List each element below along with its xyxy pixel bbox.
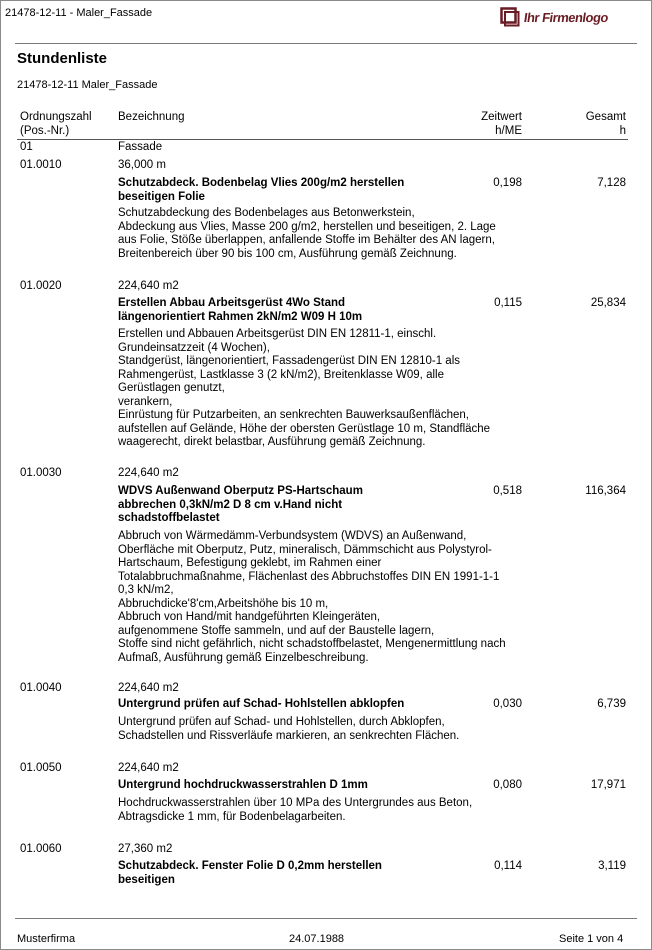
item-zeitwert: 0,114: [494, 860, 522, 872]
logo-text: Ihr Firmenlogo: [522, 9, 610, 25]
footer-date: 24.07.1988: [289, 933, 345, 945]
item-gesamt: 6,739: [597, 698, 626, 710]
footer-firm: Musterfirma: [17, 933, 76, 945]
item-title: WDVS Außenwand Oberputz PS-Hartschaum abbrechen 0,3kN/m2 D 8 cm v.Hand nicht schadstoffbelastet: [118, 485, 363, 524]
column-header-zeitwert: Zeitwert h/ME: [481, 111, 522, 137]
item-pos: 01.0020: [20, 280, 62, 292]
column-header-bezeichnung: Bezeichnung: [118, 111, 185, 123]
item-title: Untergrund prüfen auf Schad- Hohlstellen abklopfen: [118, 698, 405, 710]
item-quantity: 224,640 m2: [118, 762, 179, 774]
item-quantity: 224,640 m2: [118, 467, 179, 479]
item-description: Schutzabdeckung des Bodenbelages aus Betonwerkstein, Abdeckung aus Vlies, Masse 200 g/m2, herstellen und beseitigen, 2. Lage aus Folie, Stöße überlappen, anfallende Stoffe im Behälter des AN lagern, Breitenbereich über 90 bis 100 cm, Ausführung gemäß Zeichnung.: [118, 207, 496, 260]
item-quantity: 36,000 m: [118, 159, 166, 171]
item-pos: 01.0010: [20, 159, 62, 171]
item-title: Schutzabdeck. Bodenbelag Vlies 200g/m2 herstellen beseitigen Folie: [118, 177, 405, 203]
item-zeitwert: 0,198: [493, 177, 522, 189]
document-title: Stundenliste: [17, 50, 108, 67]
item-zeitwert: 0,080: [493, 779, 522, 791]
item-gesamt: 3,119: [598, 860, 626, 872]
item-pos: 01.0060: [20, 843, 62, 855]
group-label: Fassade: [118, 141, 163, 153]
column-header-rule: [17, 139, 628, 140]
item-zeitwert: 0,030: [493, 698, 522, 710]
header-rule: [15, 43, 637, 44]
column-header-gesamt: Gesamt h: [585, 111, 626, 137]
logo-icon: [500, 7, 520, 27]
item-quantity: 224,640 m2: [118, 280, 179, 292]
item-gesamt: 25,834: [590, 297, 626, 309]
item-title: Schutzabdeck. Fenster Folie D 0,2mm herstellen beseitigen: [118, 860, 382, 886]
item-title: Untergrund hochdruckwasserstrahlen D 1mm: [118, 779, 368, 791]
item-description: Untergrund prüfen auf Schad- und Hohlstellen, durch Abklopfen, Schadstellen und Rissverläufe markieren, an senkrechten Flächen.: [118, 716, 460, 742]
item-quantity: 27,360 m2: [118, 843, 173, 855]
item-gesamt: 17,971: [590, 779, 626, 791]
item-pos: 01.0050: [20, 762, 62, 774]
footer-rule: [15, 918, 637, 919]
item-zeitwert: 0,115: [494, 297, 522, 309]
item-gesamt: 7,128: [597, 177, 626, 189]
footer-page-number: Seite 1 von 4: [559, 933, 624, 945]
item-pos: 01.0040: [20, 682, 62, 694]
item-zeitwert: 0,518: [493, 485, 522, 497]
item-description: Hochdruckwasserstrahlen über 10 MPa des Untergrundes aus Beton, Abtragsdicke 1 mm, für Bodenbelagarbeiten.: [118, 797, 473, 823]
group-pos: 01: [20, 141, 33, 153]
company-logo: [500, 5, 608, 29]
item-description: Erstellen und Abbauen Arbeitsgerüst DIN EN 12811-1, einschl. Grundeinsatzzeit (4 Wochen), Standgerüst, längenorientiert, Fassadengerüst DIN EN 12810-1 als Rahmengerüst, Lastklasse 3 (2 kN/m2), Breitenklasse W09, alle Gerüstlagen genutzt, verankern, Einrüstung für Putzarbeiten, an senkrechten Bauwerksaußenflächen, aufstellen auf Gelände, Höhe der obersten Gerüstlage 10 m, Standfläche waagerecht, direkt belastbar, Ausführung gemäß Zeichnung.: [118, 328, 491, 448]
item-gesamt: 116,364: [585, 485, 626, 497]
header-title: 21478-12-11 - Maler_Fassade: [5, 7, 153, 19]
document-subtitle: 21478-12-11 Maler_Fassade: [17, 79, 158, 91]
column-header-pos: Ordnungszahl (Pos.-Nr.): [20, 111, 92, 137]
item-pos: 01.0030: [20, 467, 62, 479]
item-title: Erstellen Abbau Arbeitsgerüst 4Wo Stand längenorientiert Rahmen 2kN/m2 W09 H 10m: [118, 297, 363, 323]
item-quantity: 224,640 m2: [118, 682, 179, 694]
item-description: Abbruch von Wärmedämm-Verbundsystem (WDVS) an Außenwand, Oberfläche mit Oberputz, Putz, mineralisch, Dämmschicht aus Polystyrol- Hartschaum, Befestigung geklebt, im Rahmen einer Totalabbruchmaßnahme, Flächenlast des Abbruchstoffes DIN EN 1991-1-1 0,3 kN/m2, Abbruchdicke'8'cm,Arbeitshöhe bis 10 m, Abbruch von Hand/mit handgeführten Kleingeräten, aufgenommene Stoffe sammeln, und auf der Baustelle lagern, Stoffe sind nicht gefährlich, nicht schadstoffbelastet, Mengenermittlung nach Aufmaß, Ausführung gemäß Einzelbeschreibung.: [118, 530, 506, 664]
